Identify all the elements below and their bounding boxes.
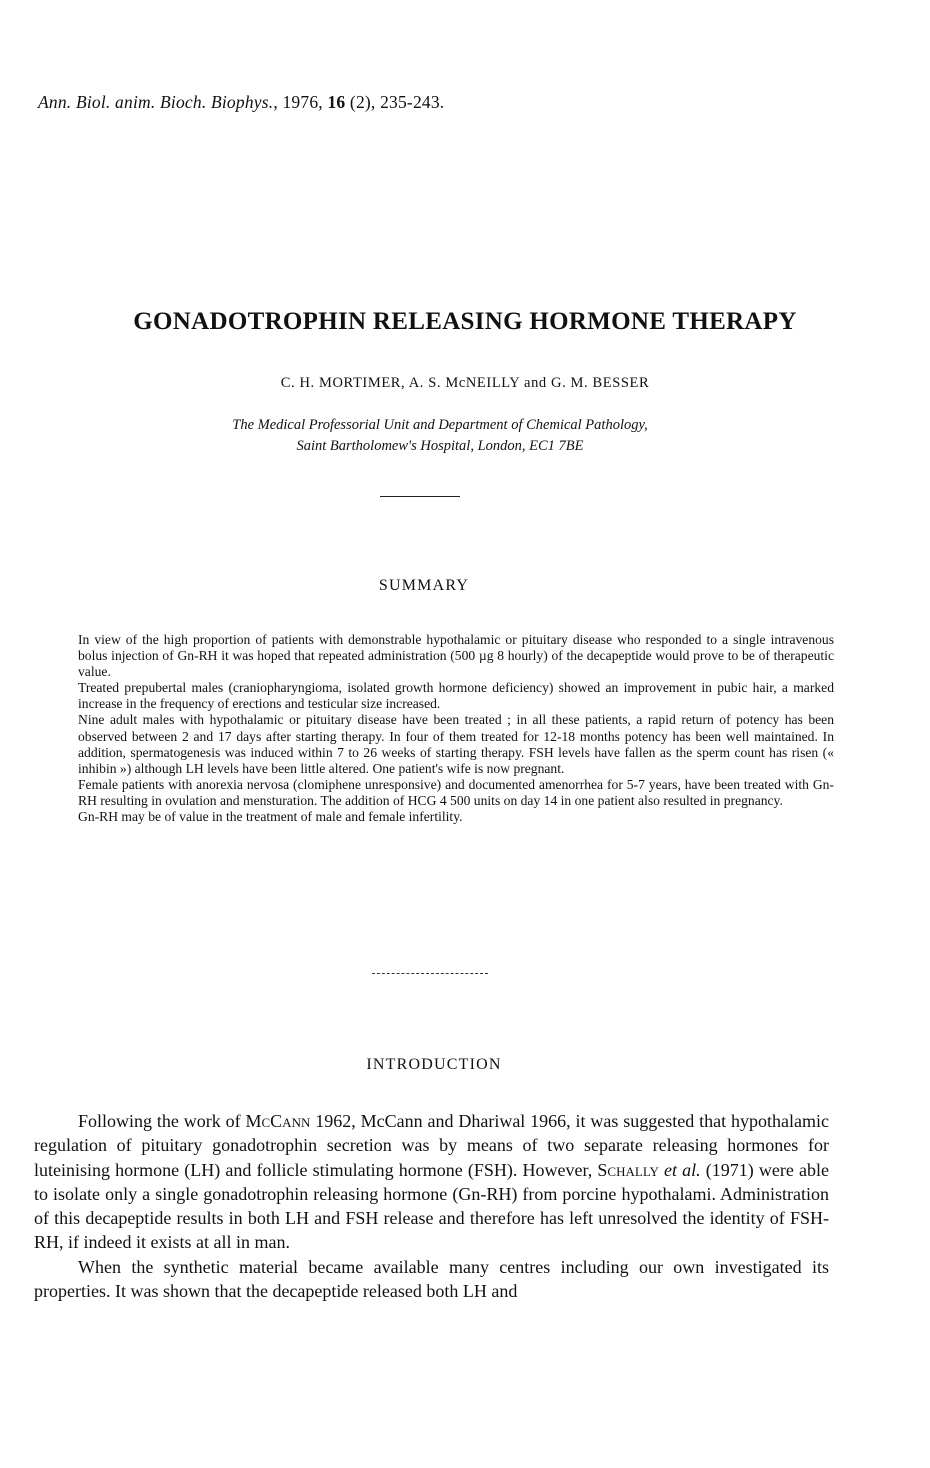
journal-name: Ann. Biol. anim. Bioch. Biophys. [38,92,274,112]
citation-reference: Schally [597,1159,659,1180]
summary-paragraph: Female patients with anorexia nervosa (clomiphene unresponsive) and documented amenorrhea for 5-7 years, have been treated with Gn-RH resulting in ovulation and mensturation. The addition of HCG 4 500 units on day 14 in one patient also resulted in pregnancy. [78,776,834,808]
affiliation-line-2: Saint Bartholomew's Hospital, London, EC1 7BE [296,438,584,454]
citation-issue-pages: (2), 235-243. [345,92,445,112]
citation-year: , 1976, [273,92,328,112]
paper-authors: C. H. MORTIMER, A. S. McNEILLY and G. M. BESSER [280,375,650,391]
journal-citation [38,92,444,113]
introduction-body [34,1109,829,1303]
text-run: Following the work of [78,1111,246,1131]
summary-body [78,632,834,825]
paper-affiliation [0,415,880,457]
summary-paragraph: In view of the high proportion of patients with demonstrable hypothalamic or pituitary disease who responded to a single intravenous bolus injection of Gn-RH it was hoped that repeated administration (500 µg 8 hourly) of the decapeptide would prove to be of therapeutic value. [78,632,834,680]
text-run: 1962, McCann and Dhariwal 1966, it was suggested that hypothalamic regulation of pituitary gonadotrophin secretion was by means of two separate releasing hormones for luteinising hormone (LH) and follicle stimulating hormone (FSH). However, [34,1111,829,1180]
et-al: et al. [664,1159,701,1180]
paper-title: GONADOTROPHIN RELEASING HORMONE THERAPY [133,308,797,335]
affiliation-line-1: The Medical Professorial Unit and Department of Chemical Pathology, [232,417,648,433]
summary-heading: SUMMARY [378,577,470,594]
citation-volume: 16 [327,92,346,112]
text-run: (1971) were able to isolate only a single gonadotrophin releasing hormone (Gn-RH) from porcine hypothalami. Administration of this decapeptide results in both LH and FSH release and therefore has left unresolved the identity of FSH-RH, if indeed it exists at all in man. [34,1159,829,1253]
summary-divider [372,973,488,974]
summary-paragraph: Treated prepubertal males (craniopharyngioma, isolated growth hormone deficiency) showed an improvement in pubic hair, a marked increase in the frequency of erections and testicular size increased. [78,680,834,712]
introduction-paragraph-2: When the synthetic material became available many centres including our own investigated its properties. It was shown that the decapeptide released both LH and [34,1256,829,1302]
citation-reference: McCann [245,1111,311,1131]
summary-paragraph: Nine adult males with hypothalamic or pituitary disease have been treated ; in all these patients, a rapid return of potency has been observed between 2 and 17 days after starting therapy. In four of them treated for 12-18 months potency has been well maintained. In addition, spermatogenesis was induced within 7 to 26 weeks of starting therapy. FSH levels have fallen as the sperm count has risen (« inhibin ») although LH levels have been little altered. One patient's wife is now pregnant. [78,712,834,776]
introduction-heading: INTRODUCTION [366,1056,502,1073]
title-divider [380,496,460,497]
introduction-paragraph-1 [34,1109,829,1255]
summary-paragraph: Gn-RH may be of value in the treatment of male and female infertility. [78,809,463,825]
